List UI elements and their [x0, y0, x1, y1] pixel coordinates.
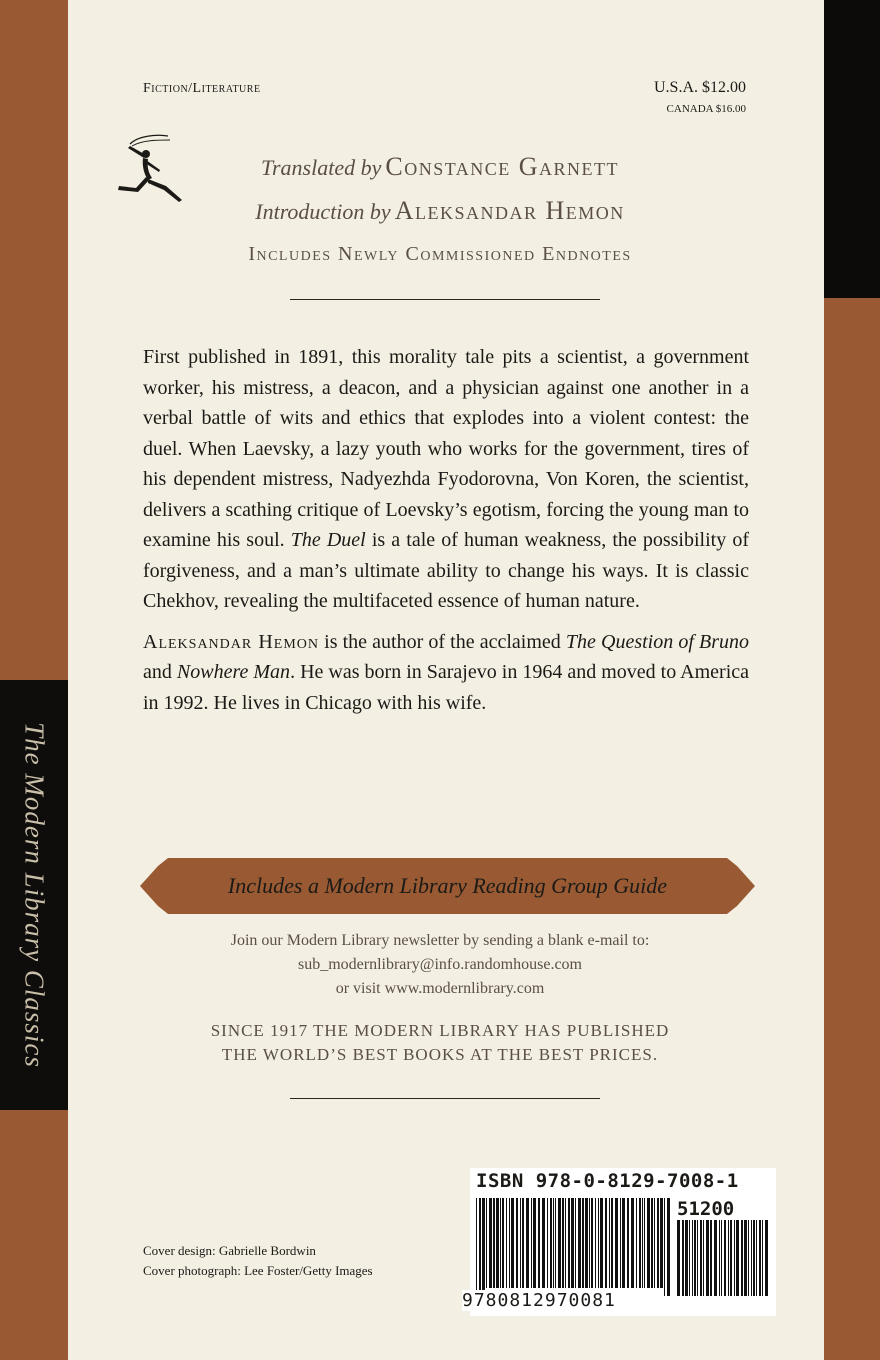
cover-photo-credit: Cover photograph: Lee Foster/Getty Images	[143, 1263, 373, 1278]
ean-barcode	[476, 1198, 670, 1296]
barcode-bar	[609, 1198, 610, 1288]
barcode-bar	[506, 1198, 507, 1288]
newsletter-line-1: Join our Modern Library newsletter by sending a blank e-mail to:	[230, 932, 650, 949]
introducer-name: Aleksandar Hemon	[394, 196, 625, 225]
barcode-bar	[714, 1220, 717, 1296]
barcode-bar	[600, 1198, 603, 1288]
description-text-end: is a tale of human weakness, the possibility of forgiveness, and a man’s ultimate ability to change his ways. It is classic Chekhov, revealing the multifaceted essence of human nature.	[143, 529, 749, 612]
barcode-bar	[730, 1220, 732, 1296]
barcode-bar	[486, 1198, 487, 1288]
barcode-bar	[636, 1198, 637, 1288]
barcode-bar	[728, 1220, 729, 1296]
translator-name: Constance Garnett	[385, 152, 620, 181]
barcode-bar	[547, 1198, 548, 1288]
barcode-bar	[591, 1198, 593, 1288]
barcode-bar	[703, 1220, 704, 1296]
category-label: Fiction/Literature	[143, 81, 261, 96]
barcode-bar	[660, 1198, 663, 1288]
barcode-bar	[756, 1220, 757, 1296]
barcode-bar	[595, 1198, 596, 1288]
barcode-bar	[555, 1198, 556, 1288]
bio-book-2: Nowhere Man	[176, 661, 291, 683]
barcode-bar	[500, 1198, 501, 1288]
barcode-bar	[689, 1220, 690, 1296]
bio-author-name: Aleksandar Hemon	[143, 630, 320, 653]
price-us: U.S.A. $12.00	[653, 79, 746, 96]
barcode-bar	[496, 1198, 499, 1288]
since-line-2: THE WORLD’S BEST BOOKS AT THE BEST PRICES.	[221, 1045, 659, 1064]
barcode-bar	[598, 1198, 599, 1288]
barcode-bar	[748, 1220, 749, 1296]
barcode-bar	[489, 1198, 492, 1288]
barcode-bar	[511, 1198, 514, 1288]
reading-guide-banner-text: Includes a Modern Library Reading Group Guide	[227, 873, 668, 898]
barcode-bar	[493, 1198, 495, 1288]
endnotes-note: Includes Newly Commissioned Endnotes	[248, 243, 632, 265]
barcode-bar	[762, 1220, 763, 1296]
barcode-bar	[611, 1198, 613, 1288]
barcode-bar	[651, 1198, 653, 1288]
divider-top	[290, 299, 600, 300]
barcode-bar	[502, 1198, 504, 1288]
barcode-bar	[615, 1198, 618, 1288]
barcode-bar	[692, 1220, 693, 1296]
barcode-bar	[642, 1198, 643, 1288]
barcode-bar	[589, 1198, 590, 1288]
barcode-bar	[721, 1220, 722, 1296]
since-1917-statement	[0, 1019, 880, 1067]
barcode-bar	[542, 1198, 545, 1288]
since-line-1: SINCE 1917 THE MODERN LIBRARY HAS PUBLISHED	[210, 1021, 670, 1040]
addon-barcode	[677, 1220, 769, 1296]
description-text: First published in 1891, this morality tale pits a scientist, a government worker, his mistress, a deacon, and a physician against one another in a verbal battle of wits and ethics that explodes into a violent contest: the duel. When Laevsky, a lazy youth who works for the government, tires of his dependent mistress, Nadyezhda Fyodorovna, Von Koren, the scientist, delivers a scathing critique of Loevsky’s egotism, forcing the young man to examine his soul.	[143, 346, 749, 551]
barcode-bar	[571, 1198, 574, 1288]
bio-book-1: The Question of Bruno	[565, 630, 750, 653]
barcode-bar	[647, 1198, 650, 1288]
barcode-bar	[585, 1198, 588, 1288]
introduction-credit	[0, 196, 880, 226]
cover-credits	[143, 1241, 373, 1281]
barcode-bar	[620, 1198, 621, 1288]
bio-text-3: . He was born in Sarajevo in 1964 and moved to America in 1992. He lives in Chicago with his wife.	[143, 661, 750, 714]
barcode-bar	[654, 1198, 655, 1288]
barcode-bar	[575, 1198, 576, 1288]
barcode-bar	[710, 1220, 712, 1296]
newsletter-info	[0, 929, 880, 1001]
barcode-bar	[644, 1198, 645, 1288]
barcode-bar	[759, 1220, 761, 1296]
book-title-the-duel: The Duel	[290, 529, 366, 551]
cover-design-credit: Cover design: Gabrielle Bordwin	[143, 1243, 316, 1258]
barcode-bar	[734, 1220, 735, 1296]
barcode-bar	[516, 1198, 518, 1288]
barcode-bar	[520, 1198, 521, 1288]
barcode-bar	[509, 1198, 510, 1288]
barcode-bar	[657, 1198, 659, 1288]
barcode-bar	[697, 1220, 698, 1296]
barcode-bar	[664, 1198, 665, 1296]
barcode-bar	[751, 1220, 752, 1296]
barcode-bar	[694, 1220, 696, 1296]
barcode-bar	[765, 1220, 768, 1296]
barcode-bar	[538, 1198, 540, 1288]
translator-credit	[0, 152, 880, 182]
divider-bottom	[290, 1098, 600, 1099]
barcode-bar	[533, 1198, 536, 1288]
barcode-bar	[522, 1198, 524, 1288]
newsletter-website: or visit www.modernlibrary.com	[335, 980, 545, 997]
barcode-bar	[479, 1198, 481, 1296]
author-bio	[143, 627, 749, 719]
barcode-bar	[639, 1198, 641, 1288]
barcode-bar	[476, 1198, 477, 1296]
ean-digits: 9780812970081	[462, 1290, 616, 1311]
bio-text-1: is the author of the acclaimed	[319, 630, 566, 653]
barcode-bar	[741, 1220, 743, 1296]
barcode-bar	[631, 1198, 634, 1288]
barcode-bar	[724, 1220, 726, 1296]
barcode-bar	[526, 1198, 529, 1288]
barcode-bar	[562, 1198, 564, 1288]
description-block	[143, 342, 749, 728]
barcode-bar	[627, 1198, 629, 1288]
barcode-bar	[753, 1220, 755, 1296]
barcode-bar	[744, 1220, 747, 1296]
barcode-bar	[682, 1220, 684, 1296]
translated-by-label: Translated by	[260, 155, 382, 180]
price-canada: CANADA $16.00	[666, 103, 746, 115]
barcode-bar	[553, 1198, 554, 1288]
isbn-number: ISBN 978-0-8129-7008-1	[476, 1170, 739, 1192]
spine-series-title: The Modern Library Classics	[19, 722, 50, 1068]
barcode-bar	[605, 1198, 607, 1288]
barcode-bar	[565, 1198, 566, 1288]
barcode-bar	[578, 1198, 581, 1288]
barcode-bar	[482, 1198, 485, 1296]
barcode-bar	[719, 1220, 720, 1296]
newsletter-email: sub_modernlibrary@info.randomhouse.com	[297, 956, 582, 973]
barcode-bar	[685, 1220, 688, 1296]
description-paragraph	[143, 342, 749, 617]
bio-text-2: and	[143, 661, 177, 683]
barcode-bar	[736, 1220, 739, 1296]
barcode-bar	[677, 1220, 680, 1296]
barcode-bar	[558, 1198, 561, 1288]
barcode-bar	[568, 1198, 570, 1288]
barcode-bar	[582, 1198, 584, 1288]
introduction-by-label: Introduction by	[255, 199, 391, 224]
barcode-bar	[622, 1198, 625, 1288]
barcode-bar	[531, 1198, 532, 1288]
barcode-bar	[706, 1220, 709, 1296]
barcode-bar	[550, 1198, 552, 1288]
barcode-bar	[667, 1198, 670, 1296]
barcode-bar	[700, 1220, 702, 1296]
barcode-price-code: 51200	[677, 1198, 735, 1220]
